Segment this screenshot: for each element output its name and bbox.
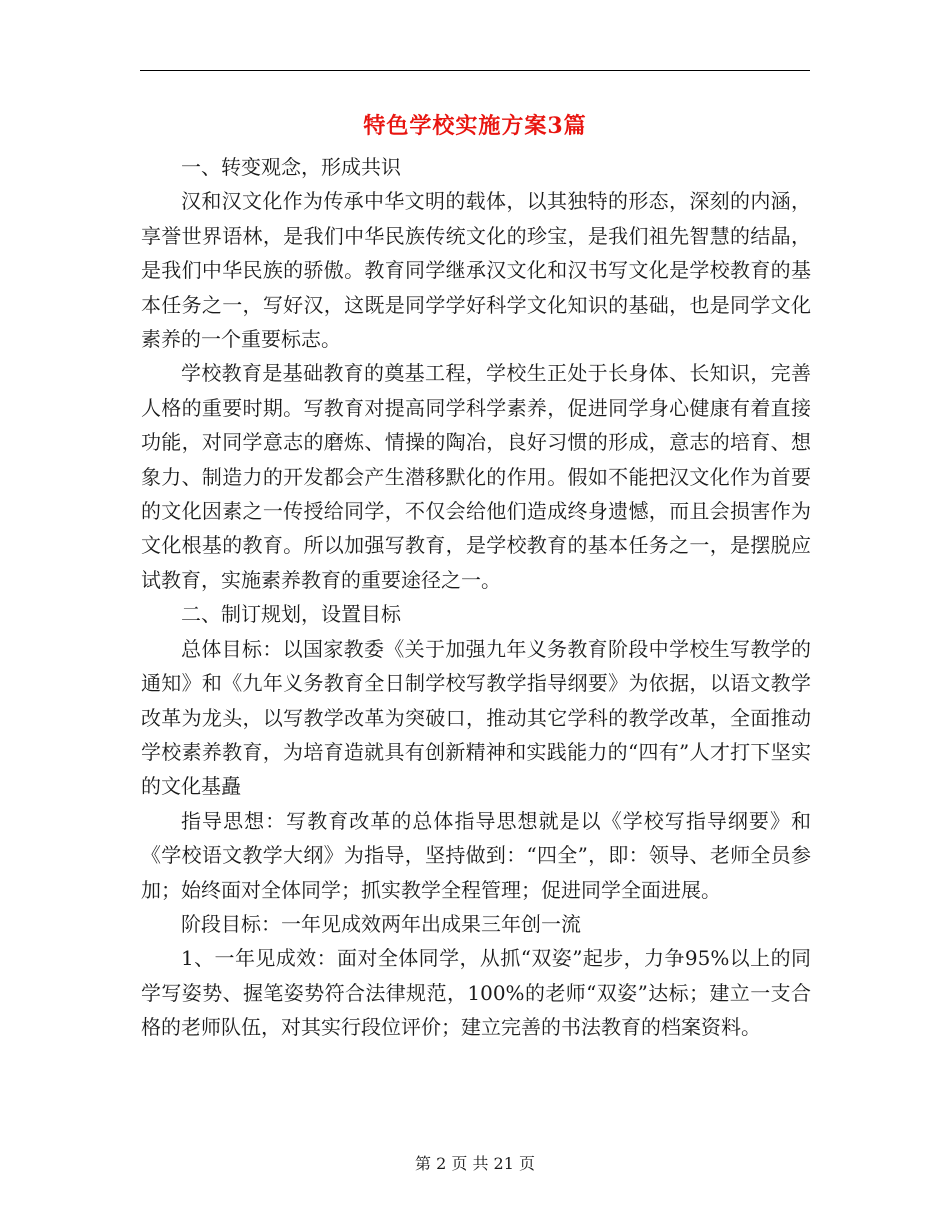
body-paragraph: 汉和汉文化作为传承中华文明的载体，以其独特的形态，深刻的内涵，享誉世界语林，是我们中华民族传统文化的珍宝，是我们祖先智慧的结晶，是我们中华民族的骄傲。教育同学继承汉文化和汉书写文化是学校教育的基本任务之一，写好汉，这既是同学学好科学文化知识的基础，也是同学文化素养的一个重要标志。	[141, 189, 811, 352]
section-heading-1: 一、转变观念，形成共识	[181, 155, 401, 179]
body-paragraph: 学校教育是基础教育的奠基工程，学校生正处于长身体、长知识，完善人格的重要时期。写教育对提高同学科学素养，促进同学身心健康有着直接功能，对同学意志的磨炼、情操的陶冶，良好习惯的形成，意志的培育、想象力、制造力的开发都会产生潜移默化的作用。假如不能把汉文化作为首要的文化因素之一传授给同学，不仅会给他们造成终身遗憾，而且会损害作为文化根基的教育。所以加强写教育，是学校教育的基本任务之一，是摆脱应试教育，实施素养教育的重要途径之一。	[141, 361, 811, 592]
page-number: 第 2 页 共 21 页	[415, 1154, 535, 1173]
body-paragraph: 1、一年见成效：面对全体同学，从抓“双姿”起步，力争95%以上的同学写姿势、握笔姿势符合法律规范，100%的老师“双姿”达标；建立一支合格的老师队伍，对其实行段位评价；建立完善的书法教育的档案资料。	[141, 946, 811, 1040]
document-body	[141, 150, 811, 1045]
body-paragraph: 指导思想：写教育改革的总体指导思想就是以《学校写指导纲要》和《学校语文教学大纲》为指导，坚持做到：“四全”，即：领导、老师全员参加；始终面对全体同学；抓实教学全程管理；促进同学全面进展。	[141, 808, 811, 902]
document-title: 特色学校实施方案3篇	[363, 113, 587, 139]
header-rule	[140, 70, 810, 71]
body-paragraph: 总体目标：以国家教委《关于加强九年义务教育阶段中学校生写教学的通知》和《九年义务教育全日制学校写教学指导纲要》为依据，以语文教学改革为龙头，以写教学改革为突破口，推动其它学科的教学改革，全面推动学校素养教育，为培育造就具有创新精神和实践能力的“四有”人才打下坚实的文化基矗	[141, 636, 811, 799]
body-paragraph: 阶段目标：一年见成效两年出成果三年创一流	[181, 911, 581, 936]
section-heading-2: 二、制订规划，设置目标	[181, 602, 401, 627]
